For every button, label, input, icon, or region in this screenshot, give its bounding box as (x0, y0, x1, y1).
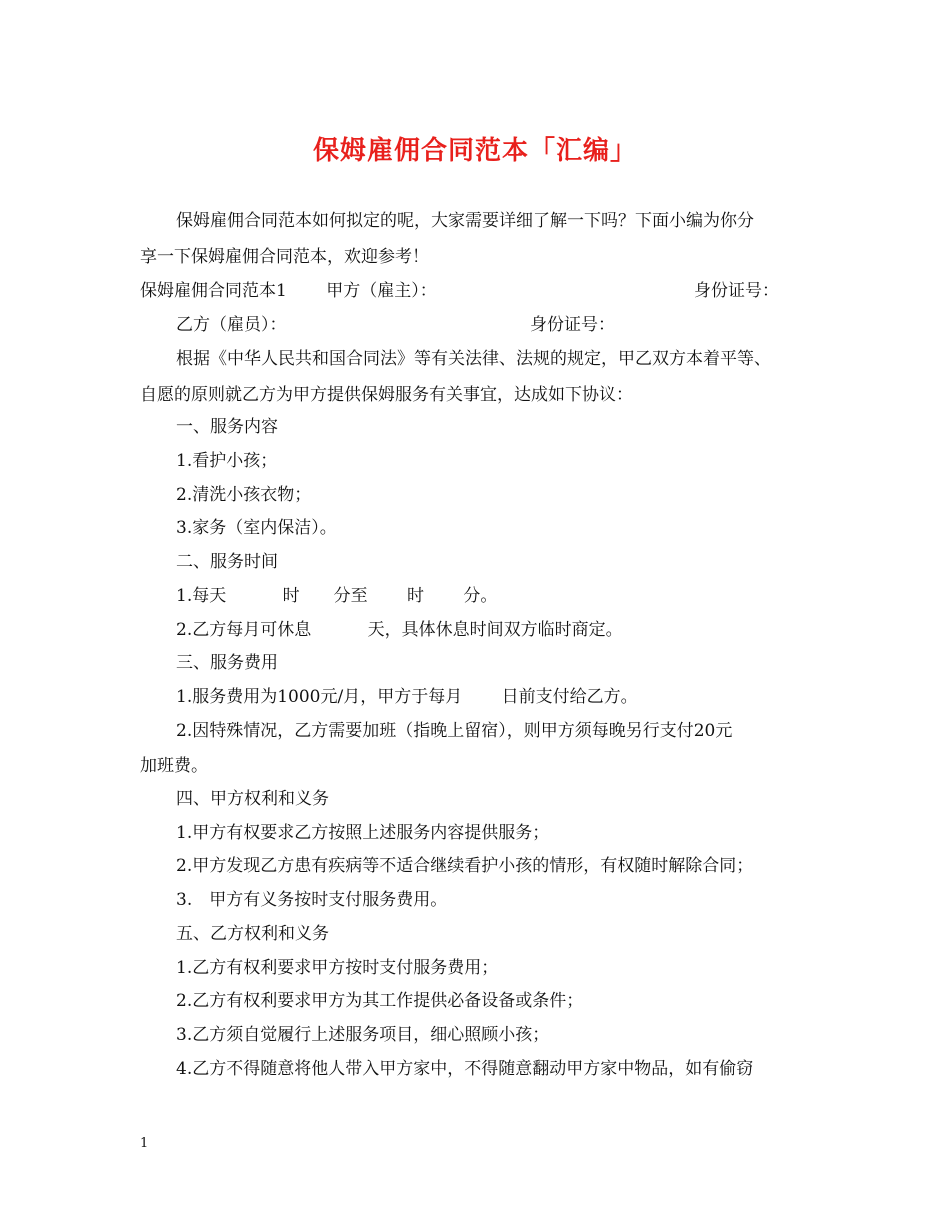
party-b-line: 乙方（雇员）： (176, 315, 287, 335)
party-a-id-label: 身份证号： (694, 281, 779, 301)
section-heading-4: 四、甲方权利和义务 (176, 789, 329, 809)
clause-5-2: 2.乙方有权利要求甲方为其工作提供必备设备或条件； (176, 991, 584, 1011)
intro-line-1: 保姆雇佣合同范本如何拟定的呢，大家需要详细了解一下吗？下面小编为你分 (176, 211, 754, 231)
clause-3-2-line-2: 加班费。 (140, 756, 208, 776)
section-heading-3: 三、服务费用 (176, 653, 278, 673)
page-number: 1 (140, 1136, 149, 1151)
clause-4-3: 3. 甲方有义务按时支付服务费用。 (176, 890, 448, 910)
party-b-id-label: 身份证号： (530, 315, 615, 335)
section-heading-5: 五、乙方权利和义务 (176, 924, 329, 944)
clause-2-2: 2.乙方每月可休息 天，具体休息时间双方临时商定。 (176, 620, 623, 640)
clause-3-1: 1.服务费用为1000元/月，甲方于每月 日前支付给乙方。 (176, 687, 638, 707)
clause-2-1: 1.每天 时 分至 时 分。 (176, 586, 498, 606)
section-heading-2: 二、服务时间 (176, 552, 278, 572)
clause-5-3: 3.乙方须自觉履行上述服务项目，细心照顾小孩； (176, 1025, 550, 1045)
intro-line-2: 享一下保姆雇佣合同范本，欢迎参考！ (140, 247, 429, 267)
party-a-line: 保姆雇佣合同范本1 甲方（雇主）： (140, 281, 437, 301)
clause-4-1: 1.甲方有权要求乙方按照上述服务内容提供服务； (176, 823, 550, 843)
clause-1-1: 1.看护小孩； (176, 451, 278, 471)
clause-5-1: 1.乙方有权利要求甲方按时支付服务费用； (176, 958, 499, 978)
clause-1-3: 3.家务（室内保洁）。 (176, 518, 337, 538)
document-title: 保姆雇佣合同范本「汇编」 (312, 136, 637, 166)
preamble-line-1: 根据《中华人民共和国合同法》等有关法律、法规的规定，甲乙双方本着平等、 (176, 349, 771, 369)
section-heading-1: 一、服务内容 (176, 417, 278, 437)
clause-5-4: 4.乙方不得随意将他人带入甲方家中，不得随意翻动甲方家中物品，如有偷窃 (176, 1059, 754, 1079)
clause-4-2: 2.甲方发现乙方患有疾病等不适合继续看护小孩的情形，有权随时解除合同； (176, 856, 754, 876)
clause-1-2: 2.清洗小孩衣物； (176, 485, 312, 505)
preamble-line-2: 自愿的原则就乙方为甲方提供保姆服务有关事宜，达成如下协议： (140, 385, 633, 405)
clause-3-2-line-1: 2.因特殊情况，乙方需要加班（指晚上留宿），则甲方须每晚另行支付20元 (176, 721, 733, 741)
